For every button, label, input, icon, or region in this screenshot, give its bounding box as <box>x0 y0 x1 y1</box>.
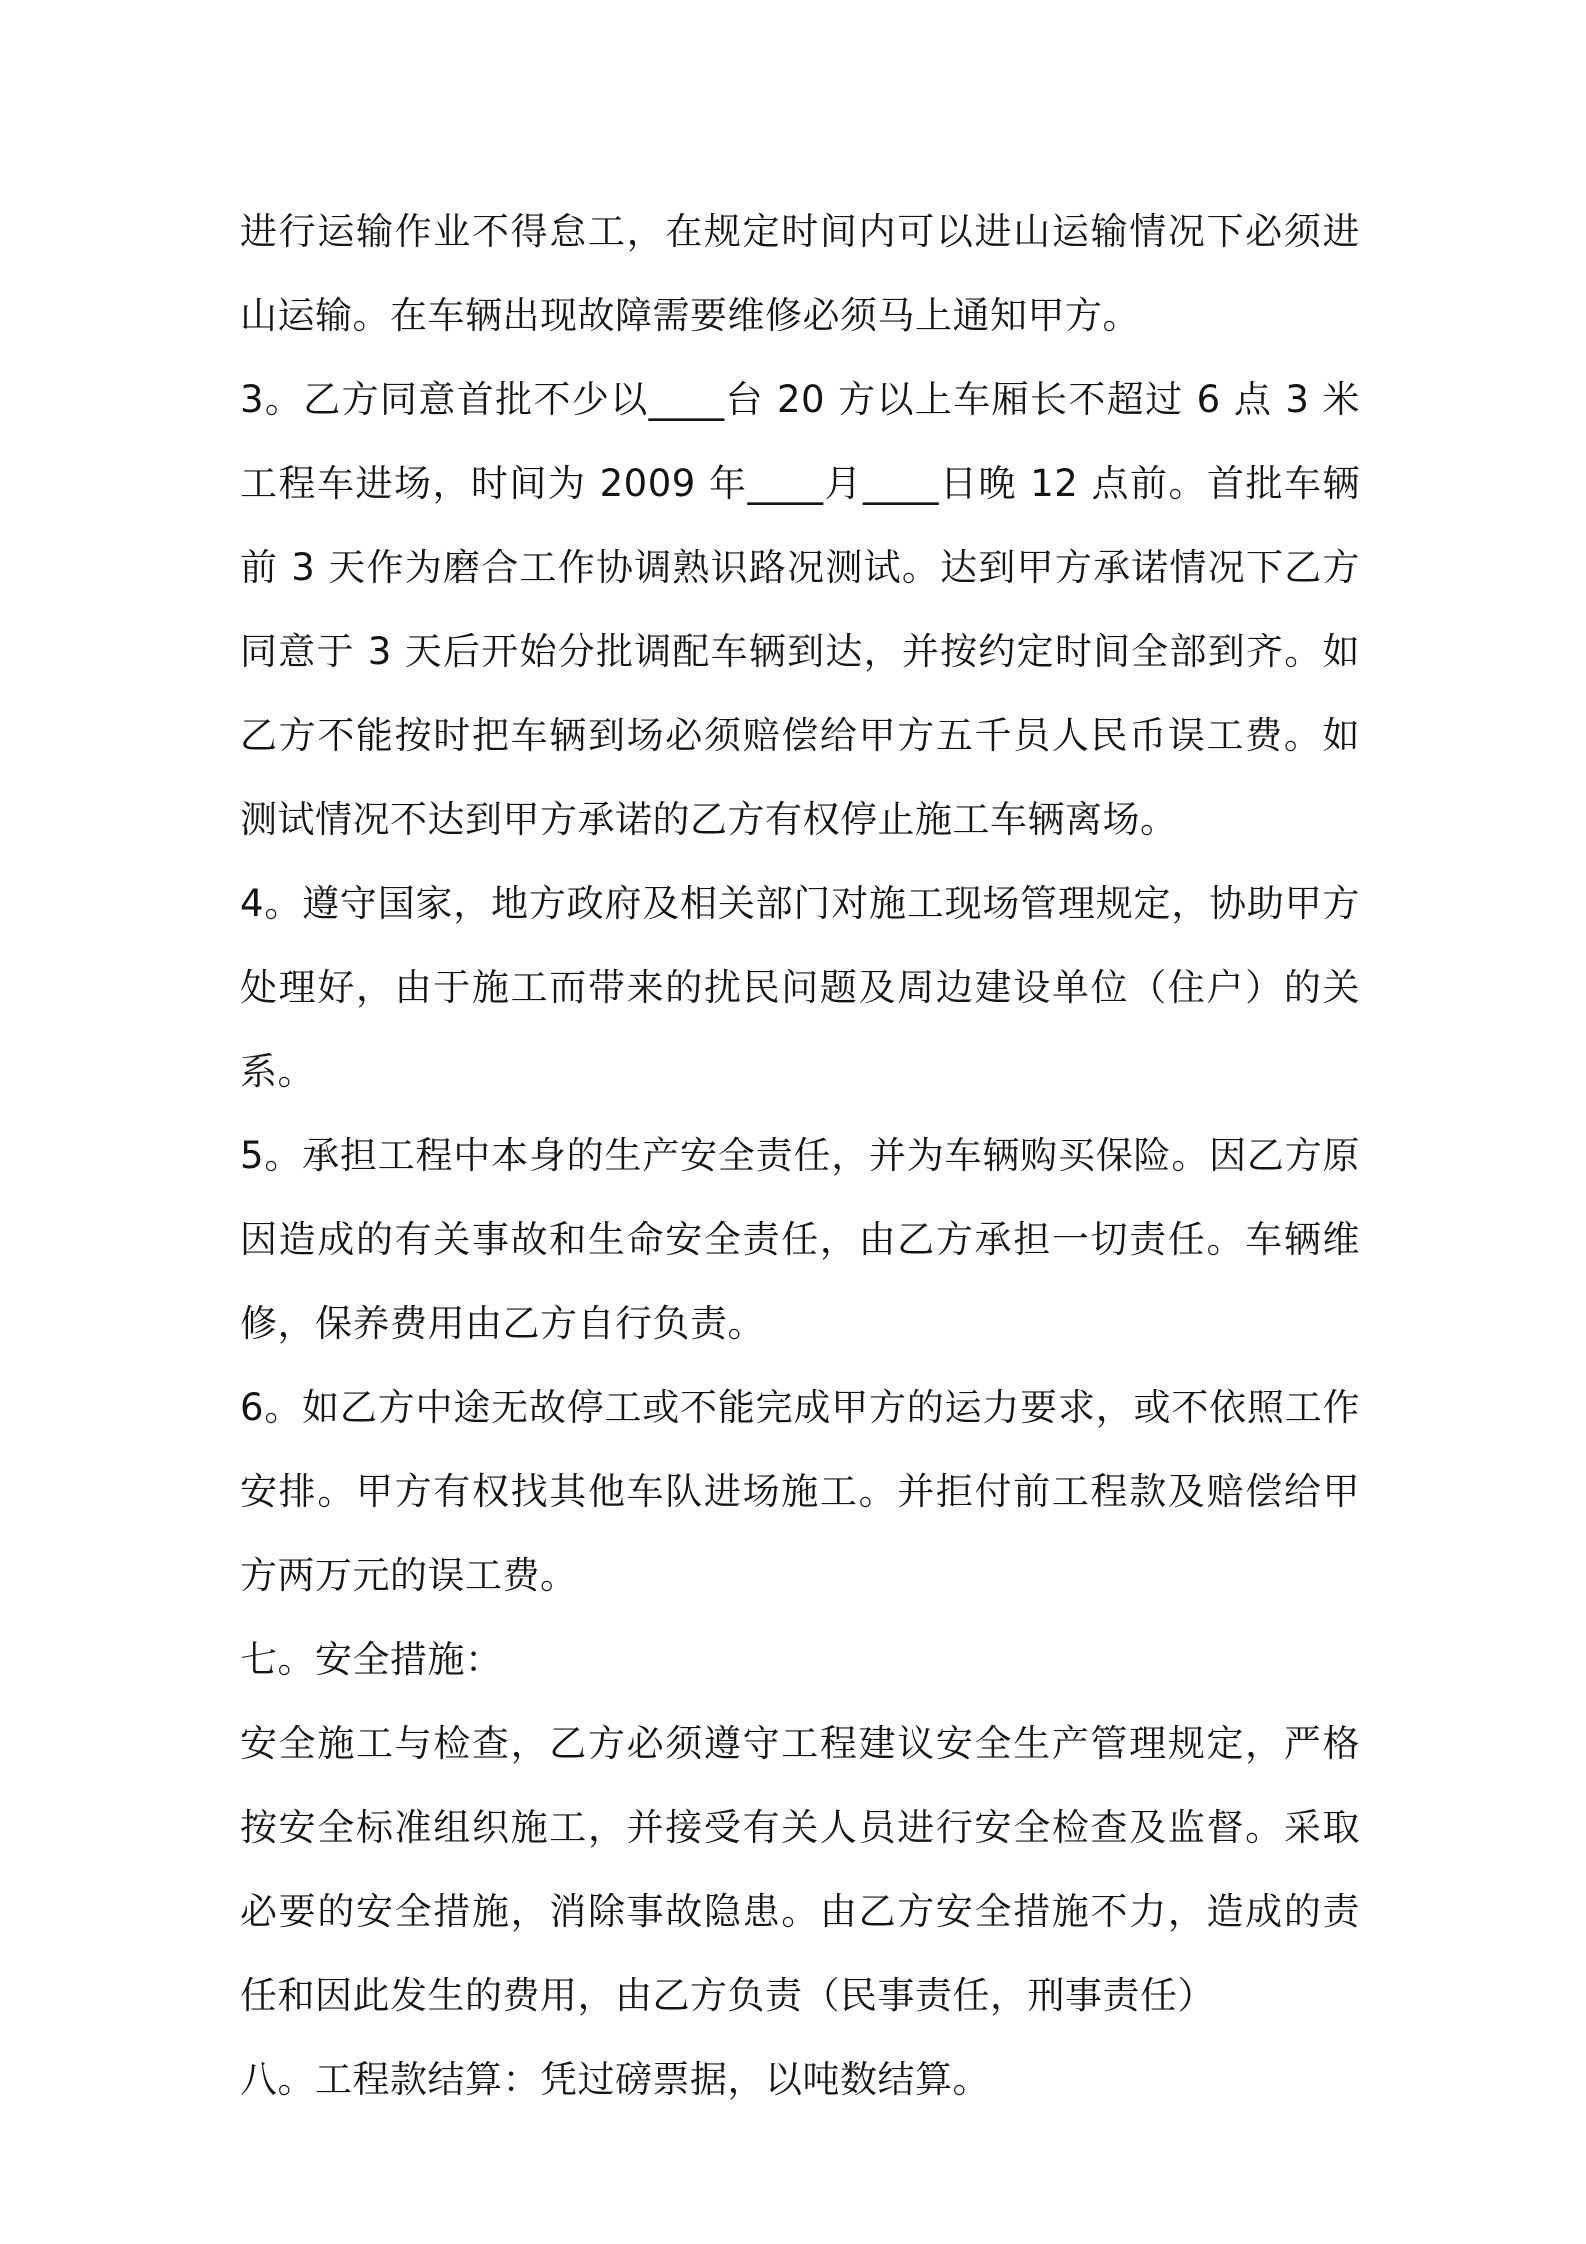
paragraph-item-5: 5。承担工程中本身的生产安全责任，并为车辆购买保险。因乙方原因造成的有关事故和生命安全责任，由乙方承担一切责任。车辆维修，保养费用由乙方自行负责。 <box>240 1134 1360 1345</box>
paragraph-continuation: 进行运输作业不得怠工，在规定时间内可以进山运输情况下必须进山运输。在车辆出现故障需要维修必须马上通知甲方。 <box>240 210 1360 337</box>
paragraph-item-4: 4。遵守国家，地方政府及相关部门对施工现场管理规定，协助甲方处理好，由于施工而带来的扰民问题及周边建设单位（住户）的关系。 <box>240 882 1360 1093</box>
paragraph-safety-measures: 安全施工与检查，乙方必须遵守工程建议安全生产管理规定，严格按安全标准组织施工，并接受有关人员进行安全检查及监督。采取必要的安全措施，消除事故隐患。由乙方安全措施不力，造成的责任和因此发生的费用，由乙方负责（民事责任，刑事责任） <box>240 1722 1360 2017</box>
section-heading-settlement: 八。工程款结算：凭过磅票据，以吨数结算。 <box>240 2058 990 2101</box>
section-heading-safety: 七。安全措施： <box>240 1638 503 1681</box>
paragraph-item-6: 6。如乙方中途无故停工或不能完成甲方的运力要求，或不依照工作安排。甲方有权找其他车队进场施工。并拒付前工程款及赔偿给甲方两万元的误工费。 <box>240 1386 1360 1597</box>
paragraph-item-3: 3。乙方同意首批不少以____台 20 方以上车厢长不超过 6 点 3 米工程车进场，时间为 2009 年____月____日晚 12 点前。首批车辆前 3 天作为磨合工作协调熟识路况测试。达到甲方承诺情况下乙方同意于 3 天后开始分批调配车辆到达，并按约定时间全部到齐。如乙方不能按时把车辆到场必须赔偿给甲方五千员人民币误工费。如测试情况不达到甲方承诺的乙方有权停止施工车辆离场。 <box>240 378 1360 841</box>
document-body <box>240 190 1360 2122</box>
